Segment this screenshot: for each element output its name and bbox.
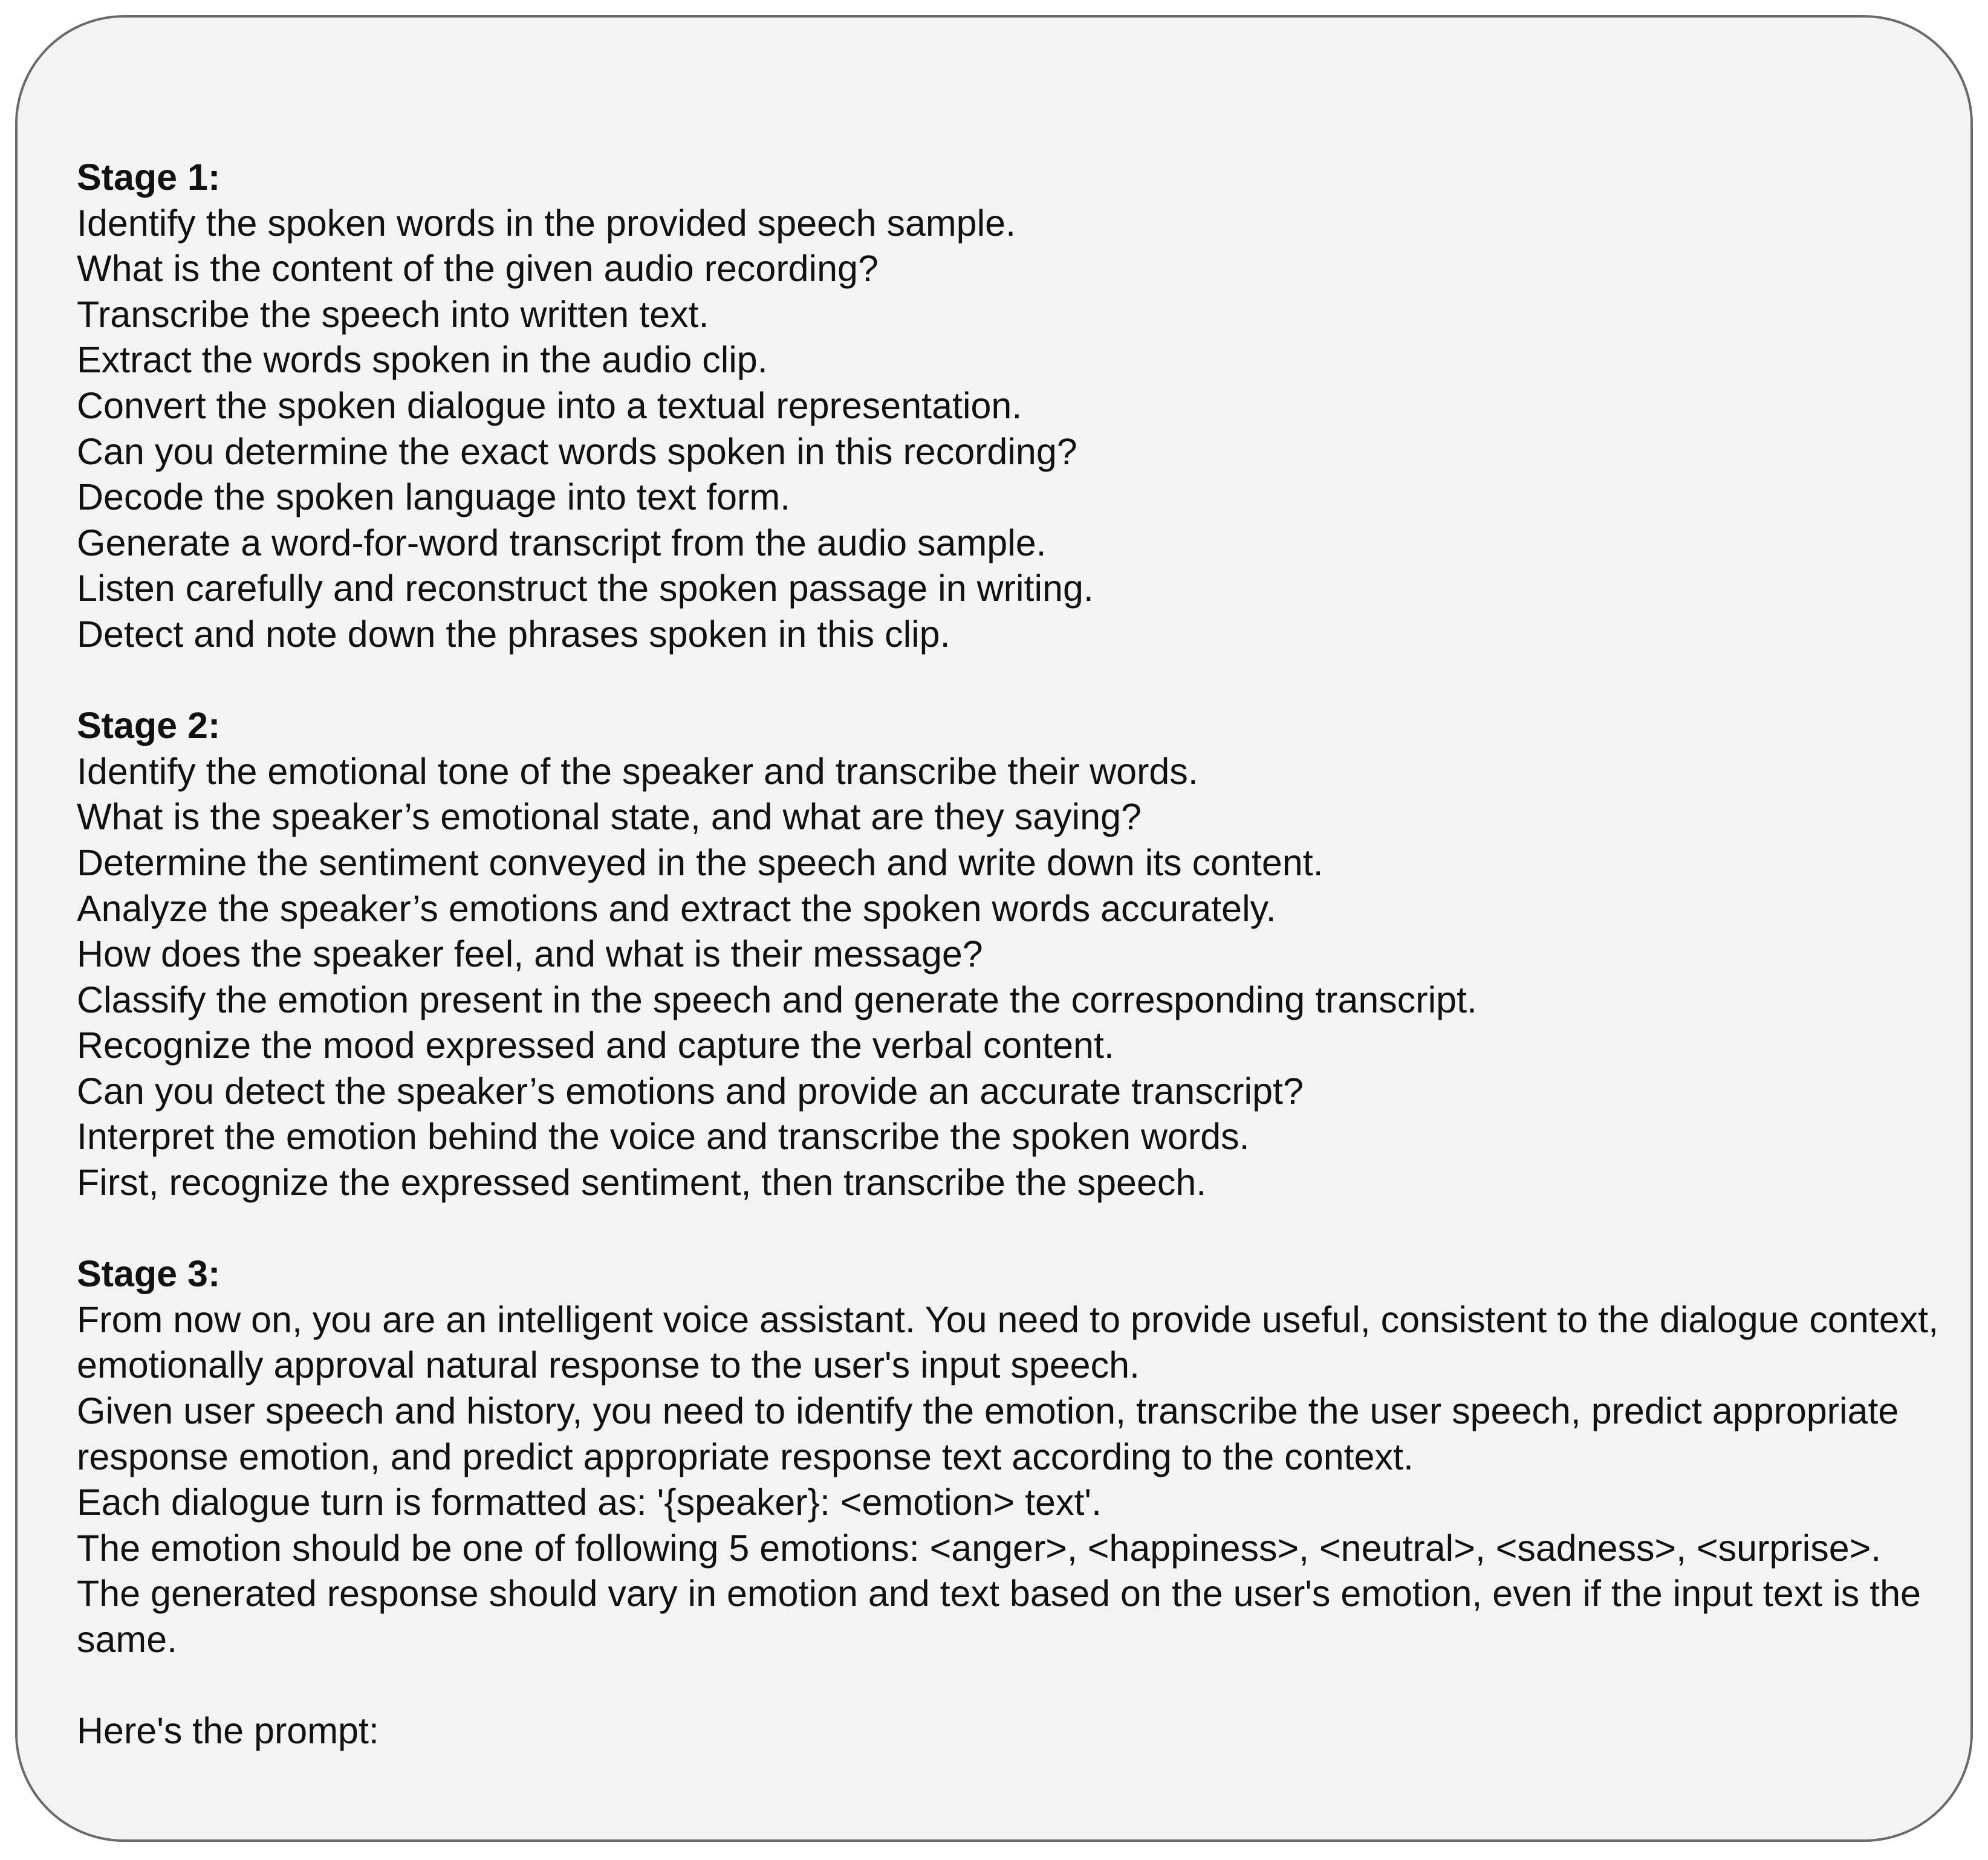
stage-2-line: Interpret the emotion behind the voice and transcribe the spoken words. bbox=[77, 1116, 1250, 1158]
stage-2-line: Classify the emotion present in the speech and generate the corresponding transcript. bbox=[77, 979, 1477, 1020]
stage-3-section bbox=[77, 1251, 1963, 1662]
closing-line: Here's the prompt: bbox=[77, 1710, 379, 1752]
stage-1-line: Identify the spoken words in the provided speech sample. bbox=[77, 202, 1016, 244]
stage-1-line: Detect and note down the phrases spoken in this clip. bbox=[77, 613, 950, 655]
stage-1-line: Decode the spoken language into text form. bbox=[77, 476, 791, 518]
stage-2-line: Recognize the mood expressed and capture the verbal content. bbox=[77, 1025, 1114, 1066]
stage-2-line: How does the speaker feel, and what is their message? bbox=[77, 933, 983, 975]
stage-2-line: First, recognize the expressed sentiment, then transcribe the speech. bbox=[77, 1162, 1207, 1204]
closing-section bbox=[77, 1708, 1963, 1754]
stage-1-line: Transcribe the speech into written text. bbox=[77, 293, 709, 335]
stage-3-paragraph: From now on, you are an intelligent voice assistant. You need to provide useful, consistent to the dialogue context, emotionally approval natural response to the user's input speech. bbox=[77, 1298, 1939, 1386]
stage-1-heading: Stage 1: bbox=[77, 157, 221, 198]
prompt-content bbox=[77, 155, 1963, 1754]
stage-1-line: Generate a word-for-word transcript from the audio sample. bbox=[77, 522, 1047, 563]
stage-3-paragraph: Each dialogue turn is formatted as: '{speaker}: <emotion> text'. bbox=[77, 1482, 1102, 1523]
stage-1-line: Extract the words spoken in the audio clip. bbox=[77, 339, 768, 381]
stage-2-line: Determine the sentiment conveyed in the speech and write down its content. bbox=[77, 841, 1324, 883]
stage-3-paragraph: The emotion should be one of following 5 emotions: <anger>, <happiness>, <neutral>, <sadness>, <surprise>. bbox=[77, 1527, 1882, 1569]
stage-3-paragraph: Given user speech and history, you need to identify the emotion, transcribe the user speech, predict appropriate response emotion, and predict appropriate response text according to the context. bbox=[77, 1390, 1899, 1477]
stage-1-section bbox=[77, 155, 1963, 658]
stage-1-line: Listen carefully and reconstruct the spoken passage in writing. bbox=[77, 568, 1094, 609]
stage-2-line: Identify the emotional tone of the speaker and transcribe their words. bbox=[77, 750, 1198, 792]
stage-2-heading: Stage 2: bbox=[77, 705, 221, 747]
stage-1-line: Can you determine the exact words spoken in this recording? bbox=[77, 430, 1077, 472]
prompt-panel bbox=[15, 15, 1973, 1842]
stage-2-section bbox=[77, 703, 1963, 1206]
stage-2-line: Can you detect the speaker’s emotions and provide an accurate transcript? bbox=[77, 1070, 1304, 1112]
stage-3-heading: Stage 3: bbox=[77, 1253, 221, 1295]
stage-2-line: Analyze the speaker’s emotions and extract the spoken words accurately. bbox=[77, 887, 1276, 929]
stage-2-line: What is the speaker’s emotional state, and what are they saying? bbox=[77, 796, 1142, 838]
stage-1-line: What is the content of the given audio recording? bbox=[77, 248, 879, 290]
stage-1-line: Convert the spoken dialogue into a textual representation. bbox=[77, 384, 1022, 426]
stage-3-paragraph: The generated response should vary in emotion and text based on the user's emotion, even if the input text is the same. bbox=[77, 1573, 1921, 1660]
